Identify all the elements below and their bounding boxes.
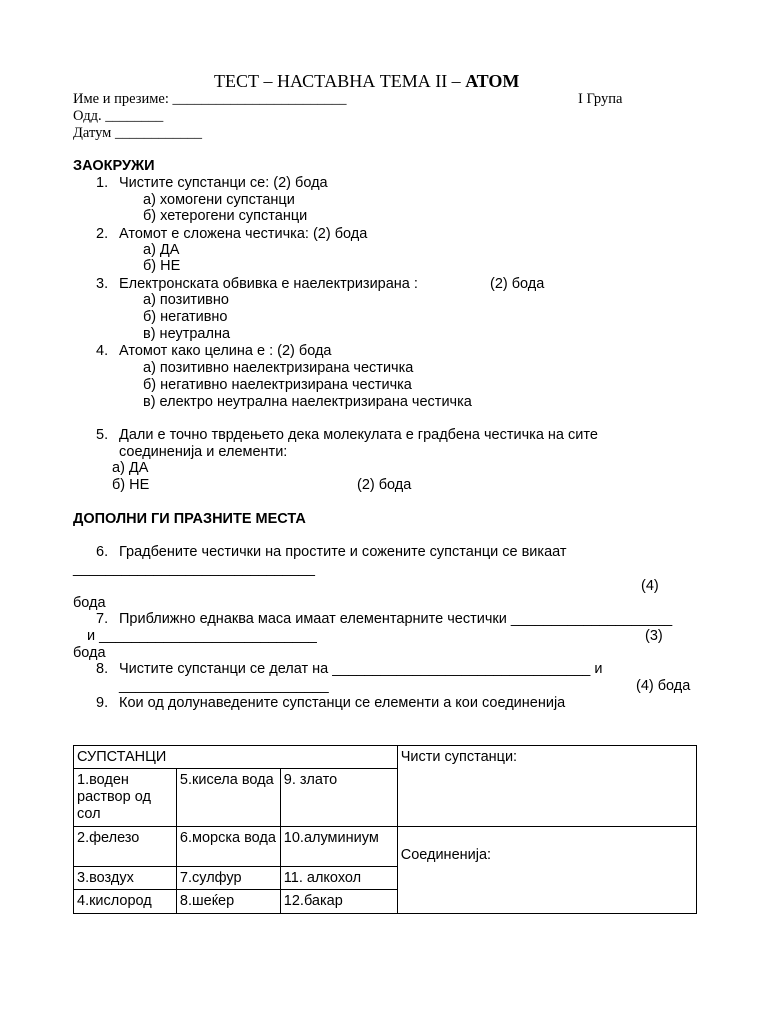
table-cell: 9. злато — [280, 769, 397, 827]
q4-option-a[interactable]: а) позитивно наелектризирана честичка — [143, 360, 414, 376]
q8-line2[interactable]: __________________________ — [119, 678, 329, 694]
q6-text: Градбените честички на простите и сожените супстанци се викаат — [119, 544, 567, 560]
q8-points: (4) бода — [636, 678, 691, 694]
q2-number: 2. — [96, 226, 109, 242]
q7-number: 7. — [96, 611, 109, 627]
q7-points-unit: бода — [73, 645, 106, 661]
q2-text: Атомот е сложена честичка: (2) бода — [119, 226, 368, 242]
q6-blank[interactable]: ______________________________ — [73, 561, 315, 577]
q7-line2[interactable]: и ___________________________ — [87, 628, 317, 644]
q3-points: (2) бода — [490, 276, 545, 292]
q6-points: (4) — [641, 578, 659, 594]
q3-option-c[interactable]: в) неутрална — [143, 326, 231, 342]
table-cell: 11. алкохол — [280, 867, 397, 890]
q5-text-line1: Дали е точно тврдењето дека молекулата е градбена честичка на сите — [119, 427, 598, 443]
q1-option-b[interactable]: б) хетерогени супстанци — [143, 208, 308, 224]
page-title — [214, 71, 519, 91]
q3-text: Електронската обвивка е наелектризирана : — [119, 276, 418, 292]
q7-points: (3) — [645, 628, 663, 644]
q8-number: 8. — [96, 661, 109, 677]
table-cell: 8.шеќер — [176, 890, 280, 914]
q1-text: Чистите супстанци се: (2) бода — [119, 175, 328, 191]
table-cell: 1.воден раствор од сол — [74, 769, 177, 827]
q2-option-b[interactable]: б) НЕ — [143, 258, 181, 274]
table-cell: 10.алуминиум — [280, 827, 397, 867]
pure-substances-cell[interactable] — [397, 746, 696, 827]
compounds-label: Соединенија: — [400, 847, 492, 863]
q4-option-b[interactable]: б) негативно наелектризирана честичка — [143, 377, 412, 393]
table-cell: 6.морска вода — [176, 827, 280, 867]
q5-text-line2: соединенија и елементи: — [119, 444, 288, 460]
page-title-bold: АТОМ — [465, 71, 520, 91]
q4-number: 4. — [96, 343, 109, 359]
q4-text: Атомот како целина е : (2) бода — [119, 343, 332, 359]
q3-option-a[interactable]: а) позитивно — [143, 292, 229, 308]
table-row — [74, 827, 697, 867]
q1-option-a[interactable]: а) хомогени супстанци — [143, 192, 295, 208]
q1-number: 1. — [96, 175, 109, 191]
table-cell: 7.сулфур — [176, 867, 280, 890]
compounds-cell[interactable] — [397, 827, 696, 914]
q7-text[interactable]: Приближно еднаква маса имаат елементарните честички ____________________ — [119, 611, 673, 627]
q3-option-b[interactable]: б) негативно — [143, 309, 228, 325]
page-title-main: ТЕСТ – НАСТАВНА ТЕМА II – — [214, 71, 466, 91]
q2-option-a[interactable]: а) ДА — [143, 242, 180, 258]
q6-points-unit: бода — [73, 595, 106, 611]
substances-table — [73, 745, 697, 914]
q8-text[interactable]: Чистите супстанци се делат на ________________________________ и — [119, 661, 603, 677]
q9-text: Кои од долунаведените супстанци се елементи а кои соединенија — [119, 695, 566, 711]
section-heading-fill: ДОПОЛНИ ГИ ПРАЗНИТЕ МЕСТА — [73, 511, 306, 527]
q4-option-c[interactable]: в) електро неутрална наелектризирана честичка — [143, 394, 472, 410]
q5-option-b[interactable]: б) НЕ — [112, 477, 150, 493]
name-field[interactable]: Име и презиме: ________________________ — [73, 91, 347, 107]
group-label: I Група — [578, 91, 623, 107]
pure-substances-label: Чисти супстанци: — [400, 749, 518, 765]
table-cell: 2.фелезо — [74, 827, 177, 867]
table-cell: 5.кисела вода — [176, 769, 280, 827]
q3-number: 3. — [96, 276, 109, 292]
q5-option-a[interactable]: а) ДА — [112, 460, 149, 476]
q5-points: (2) бода — [357, 477, 412, 493]
table-cell: 3.воздух — [74, 867, 177, 890]
class-field[interactable]: Одд. ________ — [73, 108, 164, 124]
table-cell: 4.кислород — [74, 890, 177, 914]
q5-number: 5. — [96, 427, 109, 443]
table-header: СУПСТАНЦИ — [74, 746, 398, 769]
section-heading-circle: ЗАОКРУЖИ — [73, 158, 155, 174]
date-field[interactable]: Датум ____________ — [73, 125, 202, 141]
q6-number: 6. — [96, 544, 109, 560]
q9-number: 9. — [96, 695, 109, 711]
table-cell: 12.бакар — [280, 890, 397, 914]
